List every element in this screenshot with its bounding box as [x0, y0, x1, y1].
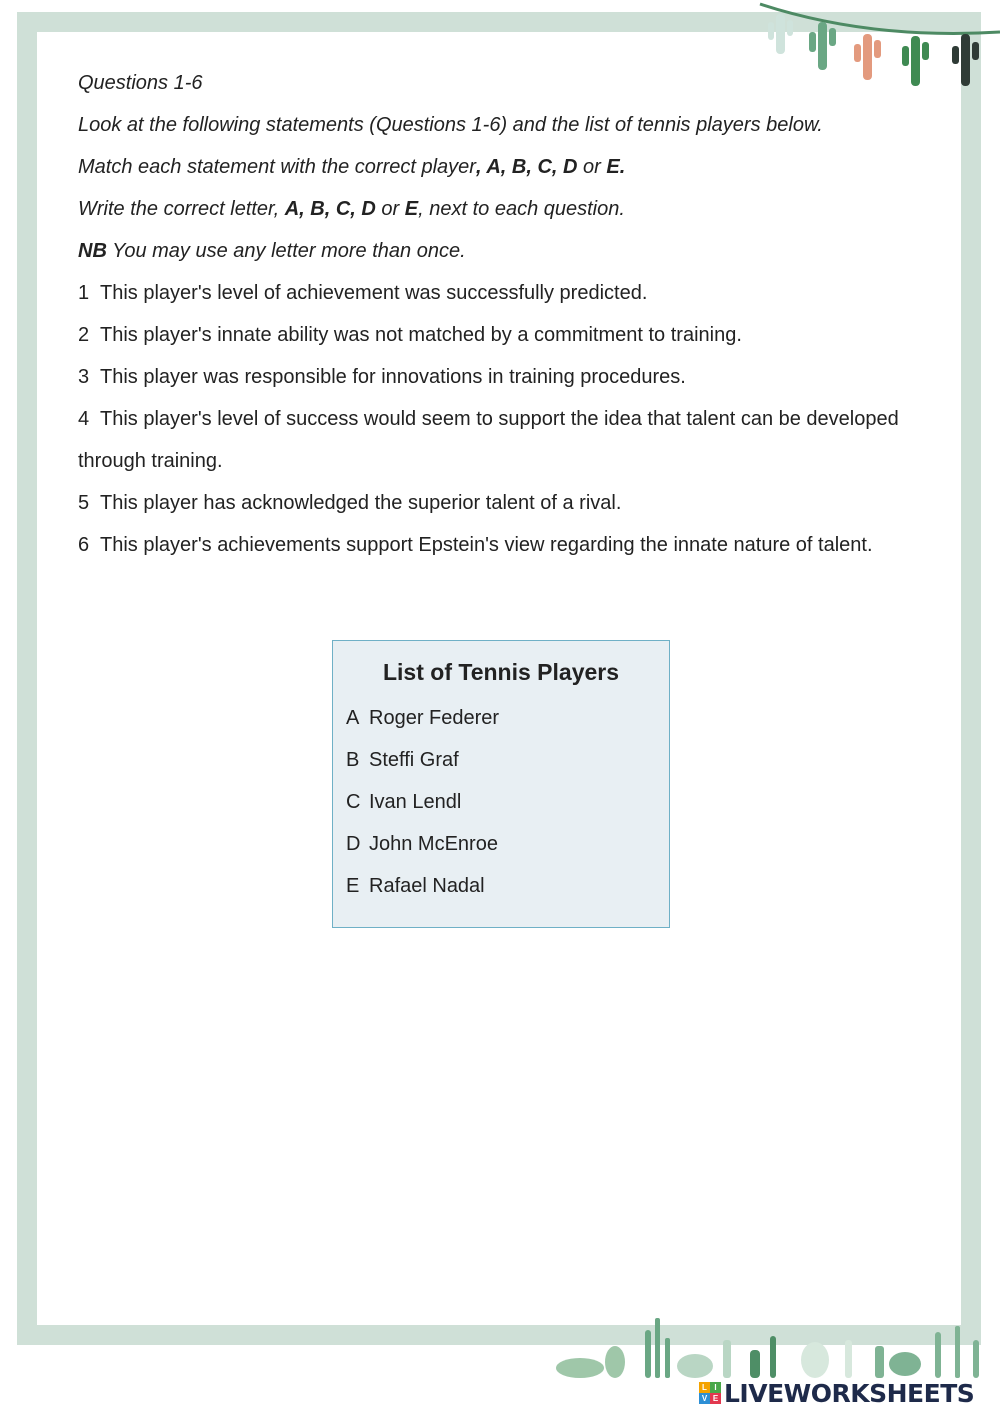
nb-note: NB You may use any letter more than once. [78, 240, 466, 262]
question-6: 6 This player's achievements support Epstein's view regarding the innate nature of talent. [78, 534, 873, 556]
question-5: 5 This player has acknowledged the superior talent of a rival. [78, 492, 622, 514]
logo-badge-icon: L I V E [699, 1382, 721, 1404]
question-4: 4 This player's level of success would seem to support the idea that talent can be developed through training. [78, 408, 899, 472]
logo-text: LIVEWORKSHEETS [724, 1378, 975, 1408]
cactus-plants-decoration [555, 1310, 1000, 1380]
questions-heading: Questions 1-6 [78, 72, 203, 94]
instructions-block [78, 62, 978, 566]
player-item-d: D John McEnroe [346, 833, 498, 855]
player-item-a: A Roger Federer [346, 707, 500, 729]
player-item-b: B Steffi Graf [346, 749, 459, 771]
instruction-line-1: Look at the following statements (Questions 1-6) and the list of tennis players below. [78, 114, 823, 136]
player-list-items [346, 703, 499, 913]
liveworksheets-logo [699, 1375, 974, 1411]
player-item-c: C Ivan Lendl [346, 791, 462, 813]
question-3: 3 This player was responsible for innovations in training procedures. [78, 366, 686, 388]
question-1: 1 This player's level of achievement was successfully predicted. [78, 282, 648, 304]
instruction-line-2: Match each statement with the correct player, A, B, C, D or E. [78, 156, 626, 178]
player-list-box [332, 640, 670, 928]
question-2: 2 This player's innate ability was not matched by a commitment to training. [78, 324, 742, 346]
instruction-line-3: Write the correct letter, A, B, C, D or E, next to each question. [78, 198, 625, 220]
player-list-title: List of Tennis Players [382, 659, 620, 685]
player-item-e: E Rafael Nadal [346, 875, 485, 897]
